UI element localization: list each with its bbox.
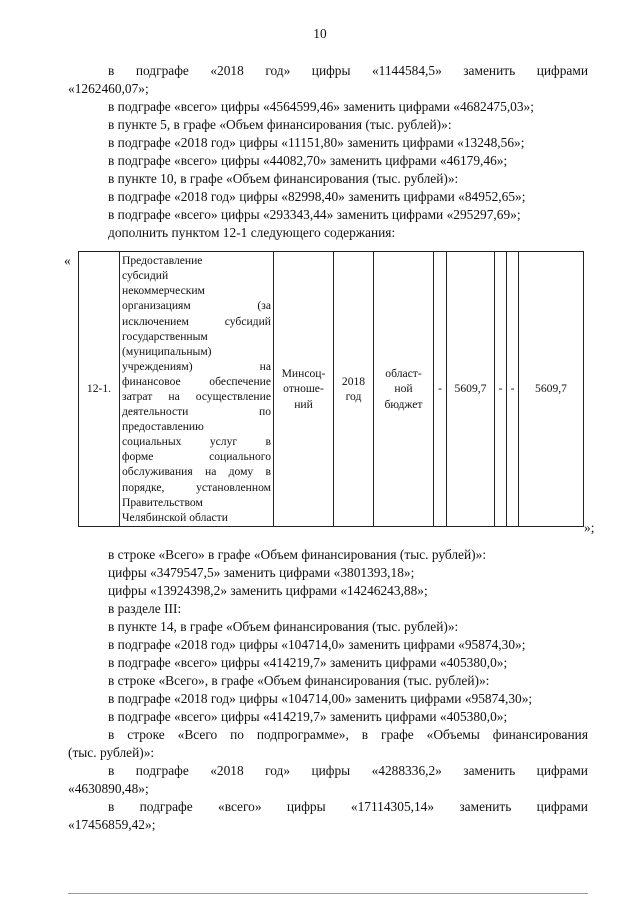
text-line: в подграфе «2018 год» цифры «82998,40» заменить цифрами «84952,65»; [108,189,526,204]
text-line: в подграфе «2018 год» цифры «104714,0» заменить цифрами «95874,30»; [108,637,526,652]
text-line: в подграфе «всего» цифры «4564599,46» заменить цифрами «4682475,03»; [108,99,534,114]
value-cell-4: - [507,252,519,527]
item-number: 12-1. [79,252,120,527]
text-line: в подграфе «всего» цифры «44082,70» заменить цифрами «46179,46»; [108,153,508,168]
text-line: в строке «Всего» в графе «Объем финансирования (тыс. рублей)»: [108,547,487,562]
year-cell: 2018 год [334,252,374,527]
source-cell: област- ной бюджет [374,252,434,527]
text-line: в подграфе «всего» цифры «293343,44» заменить цифрами «295297,69»; [108,207,521,222]
text-line: в пункте 10, в графе «Объем финансирования (тыс. рублей)»: [108,171,459,186]
table-row [79,252,584,527]
text-line: в подграфе «2018 год» цифры «11151,80» заменить цифрами «13248,56»; [108,135,525,150]
text-line: (тыс. рублей)»: [68,745,155,760]
value-cell-5: 5609,7 [519,252,584,527]
quote-open: « [64,253,71,268]
quote-close: »; [584,520,595,535]
value-cell-2: 5609,7 [447,252,495,527]
text-line: цифры «3479547,5» заменить цифрами «3801393,18»; [108,565,415,580]
item-description: Предоставление субсидий некоммерческим организациям (за исключением субсидий государственным (муниципальным) учреждениям) на финансовое обеспечение затрат на осуществление деятельности по предоставлению социальных услуг в форме социального обслуживания на дому в порядке, установленном Правительством Челябинской области [120,252,274,527]
text-line: в строке «Всего», в графе «Объем финансирования (тыс. рублей)»: [108,673,490,688]
text-line: в подграфе «2018 год» цифры «1144584,5» заменить цифрами [108,63,588,78]
text-line: «1262460,07»; [68,81,149,96]
text-line: дополнить пунктом 12-1 следующего содержания: [108,225,396,240]
text-line: цифры «13924398,2» заменить цифрами «14246243,88»; [108,583,428,598]
text-line: «17456859,42»; [68,817,156,832]
executor-cell: Минсоц- отноше- ний [274,252,334,527]
page-bottom-rule [68,893,588,894]
text-line: в пункте 14, в графе «Объем финансирования (тыс. рублей)»: [108,619,459,634]
inserted-table [78,251,584,527]
text-line: «4630890,48»; [68,781,149,796]
text-line: в подграфе «2018 год» цифры «104714,00» заменить цифрами «95874,30»; [108,691,533,706]
text-line: в разделе III: [108,601,182,616]
text-line: в подграфе «всего» цифры «414219,7» заменить цифрами «405380,0»; [108,655,508,670]
value-cell-3: - [495,252,507,527]
text-line: в подграфе «2018 год» цифры «4288336,2» заменить цифрами [108,763,588,778]
text-line: в подграфе «всего» цифры «17114305,14» заменить цифрами [108,799,588,814]
text-line: в пункте 5, в графе «Объем финансирования (тыс. рублей)»: [108,117,452,132]
text-line: в строке «Всего по подпрограмме», в графе «Объемы финансирования [108,727,588,742]
page-number: 10 [313,26,327,41]
value-cell-1: - [434,252,447,527]
text-line: в подграфе «всего» цифры «414219,7» заменить цифрами «405380,0»; [108,709,508,724]
